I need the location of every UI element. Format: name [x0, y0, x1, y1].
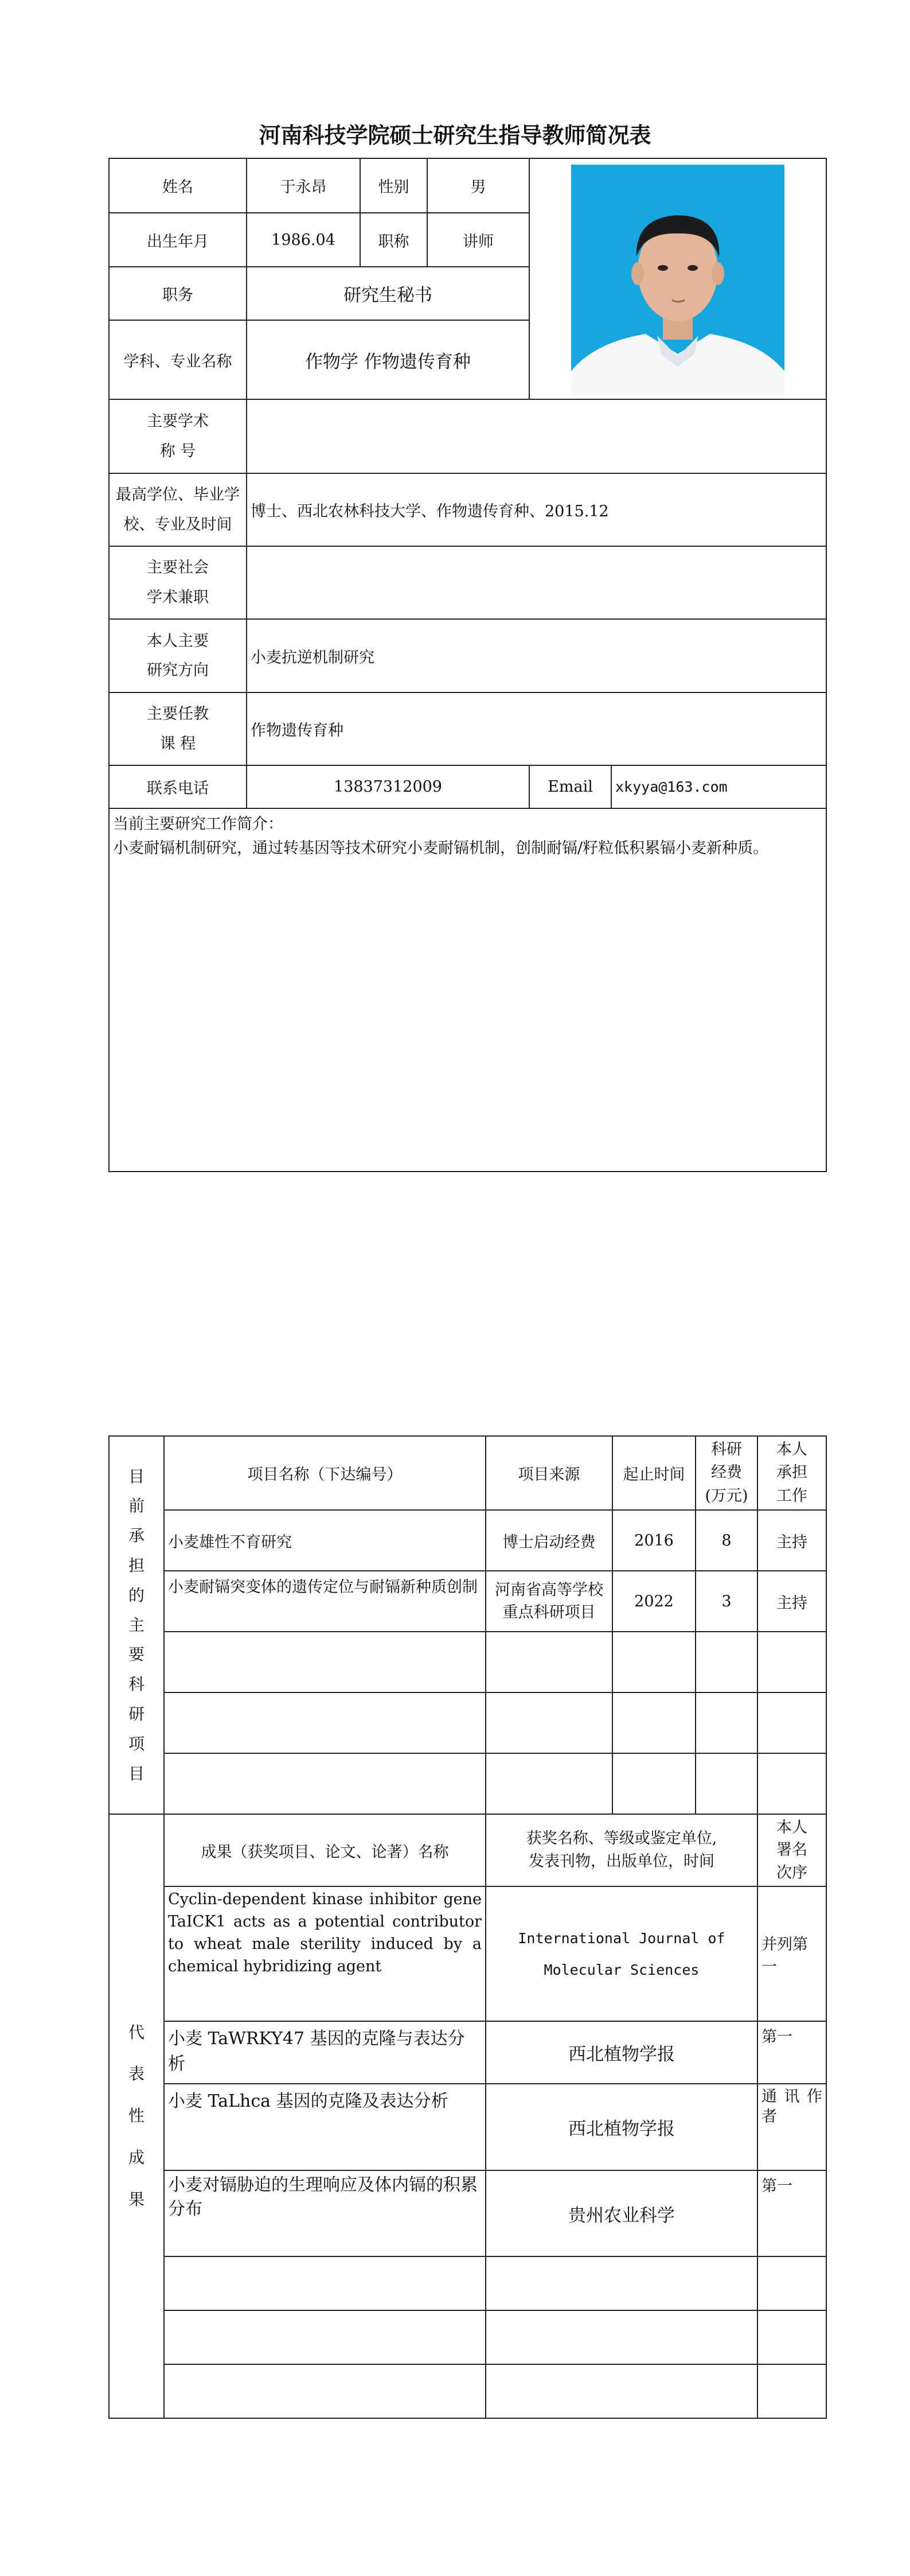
table-row — [109, 1510, 826, 1571]
rank-label: 职称 — [360, 213, 427, 267]
research-summary-heading: 当前主要研究工作简介： — [113, 815, 283, 833]
courses-label: 主要任教 课 程 — [109, 692, 247, 765]
project-role-header: 本人 承担 工作 — [757, 1436, 826, 1510]
project-period: 2022 — [612, 1571, 696, 1632]
achievement-name: Cyclin-dependent kinase inhibitor gene TaICK1 acts as a potential contributor to wheat male sterility induced by a chemical hybridizing agent — [164, 1886, 486, 2021]
gender-label: 性别 — [360, 158, 427, 213]
phone-label: 联系电话 — [109, 765, 247, 808]
courses-value: 作物遗传育种 — [247, 692, 826, 765]
research-direction-label: 本人主要 研究方向 — [109, 619, 247, 692]
birth-label: 出生年月 — [109, 213, 247, 267]
projects-side-label: 目 前 承 担 的 主 要 科 研 项 目 — [109, 1436, 164, 1814]
degree-label: 最高学位、毕业学 校、专业及时间 — [109, 473, 247, 546]
research-summary — [109, 808, 826, 1172]
table-row-empty — [109, 2256, 826, 2310]
project-name-header: 项目名称（下达编号） — [164, 1436, 486, 1510]
achievement-rank: 第一 — [757, 2021, 826, 2084]
photo-cell — [529, 158, 826, 399]
birth-value: 1986.04 — [247, 213, 360, 267]
project-name: 小麦耐镉突变体的遗传定位与耐镉新种质创制 — [164, 1571, 486, 1632]
table-row-empty — [109, 1692, 826, 1753]
email-label: Email — [529, 765, 611, 808]
achievement-venue: 西北植物学报 — [486, 2084, 757, 2170]
profile-table — [108, 158, 827, 1172]
table-row — [109, 1571, 826, 1632]
gender-value: 男 — [427, 158, 529, 213]
project-funding: 3 — [696, 1571, 757, 1632]
project-funding: 8 — [696, 1510, 757, 1571]
projects-achievements-table — [108, 1435, 827, 2419]
post-value: 研究生秘书 — [247, 267, 529, 320]
achievements-side-label: 代 表 性 成 果 — [109, 1814, 164, 2418]
project-name: 小麦雄性不育研究 — [164, 1510, 486, 1571]
project-funding-header: 科研 经费 (万元) — [696, 1436, 757, 1510]
academic-posts-label: 主要学术 称 号 — [109, 399, 247, 473]
project-role: 主持 — [757, 1510, 826, 1571]
table-row-empty — [109, 2364, 826, 2418]
table-row-empty — [109, 2310, 826, 2364]
achievement-rank: 并列第一 — [757, 1886, 826, 2021]
research-summary-text: 小麦耐镉机制研究，通过转基因等技术研究小麦耐镉机制，创制耐镉/籽粒低积累镉小麦新种质。 — [113, 839, 769, 857]
project-source-header: 项目来源 — [486, 1436, 612, 1510]
table-row — [109, 2021, 826, 2084]
achievement-rank-header: 本人 署名 次序 — [757, 1814, 826, 1886]
achievement-name: 小麦对镉胁迫的生理响应及体内镉的积累分布 — [164, 2170, 486, 2256]
project-role: 主持 — [757, 1571, 826, 1632]
phone-value: 13837312009 — [247, 765, 529, 808]
achievement-venue-header: 获奖名称、等级或鉴定单位, 发表刊物，出版单位，时间 — [486, 1814, 757, 1886]
achievement-name: 小麦 TaLhca 基因的克隆及表达分析 — [164, 2084, 486, 2170]
email-value: xkyya@163.com — [611, 765, 826, 808]
research-direction-value: 小麦抗逆机制研究 — [247, 619, 826, 692]
discipline-value: 作物学 作物遗传育种 — [247, 320, 529, 399]
achievement-name: 小麦 TaWRKY47 基因的克隆与表达分析 — [164, 2021, 486, 2084]
project-source: 博士启动经费 — [486, 1510, 612, 1571]
social-value — [247, 546, 826, 619]
name-label: 姓名 — [109, 158, 247, 213]
achievement-rank: 第一 — [757, 2170, 826, 2256]
academic-posts-value — [247, 399, 826, 473]
table-row — [109, 2170, 826, 2256]
table-row-empty — [109, 1753, 826, 1814]
table-row — [109, 1886, 826, 2021]
discipline-label: 学科、专业名称 — [109, 320, 247, 399]
achievement-venue: 贵州农业科学 — [486, 2170, 757, 2256]
achievement-rank: 通讯作者 — [757, 2084, 826, 2170]
page-title: 河南科技学院硕士研究生指导教师简况表 — [259, 123, 651, 148]
table-row — [109, 2084, 826, 2170]
project-period: 2016 — [612, 1510, 696, 1571]
social-label: 主要社会 学术兼职 — [109, 546, 247, 619]
project-period-header: 起止时间 — [612, 1436, 696, 1510]
post-label: 职务 — [109, 267, 247, 320]
achievement-venue: 西北植物学报 — [486, 2021, 757, 2084]
project-source: 河南省高等学校 重点科研项目 — [486, 1571, 612, 1632]
name-value: 于永昂 — [247, 158, 360, 213]
achievement-name-header: 成果（获奖项目、论文、论著）名称 — [164, 1814, 486, 1886]
table-row-empty — [109, 1632, 826, 1692]
portrait-photo — [571, 165, 784, 395]
degree-value: 博士、西北农林科技大学、作物遗传育种、2015.12 — [247, 473, 826, 546]
rank-value: 讲师 — [427, 213, 529, 267]
achievement-venue: International Journal of Molecular Sciences — [486, 1886, 757, 2021]
